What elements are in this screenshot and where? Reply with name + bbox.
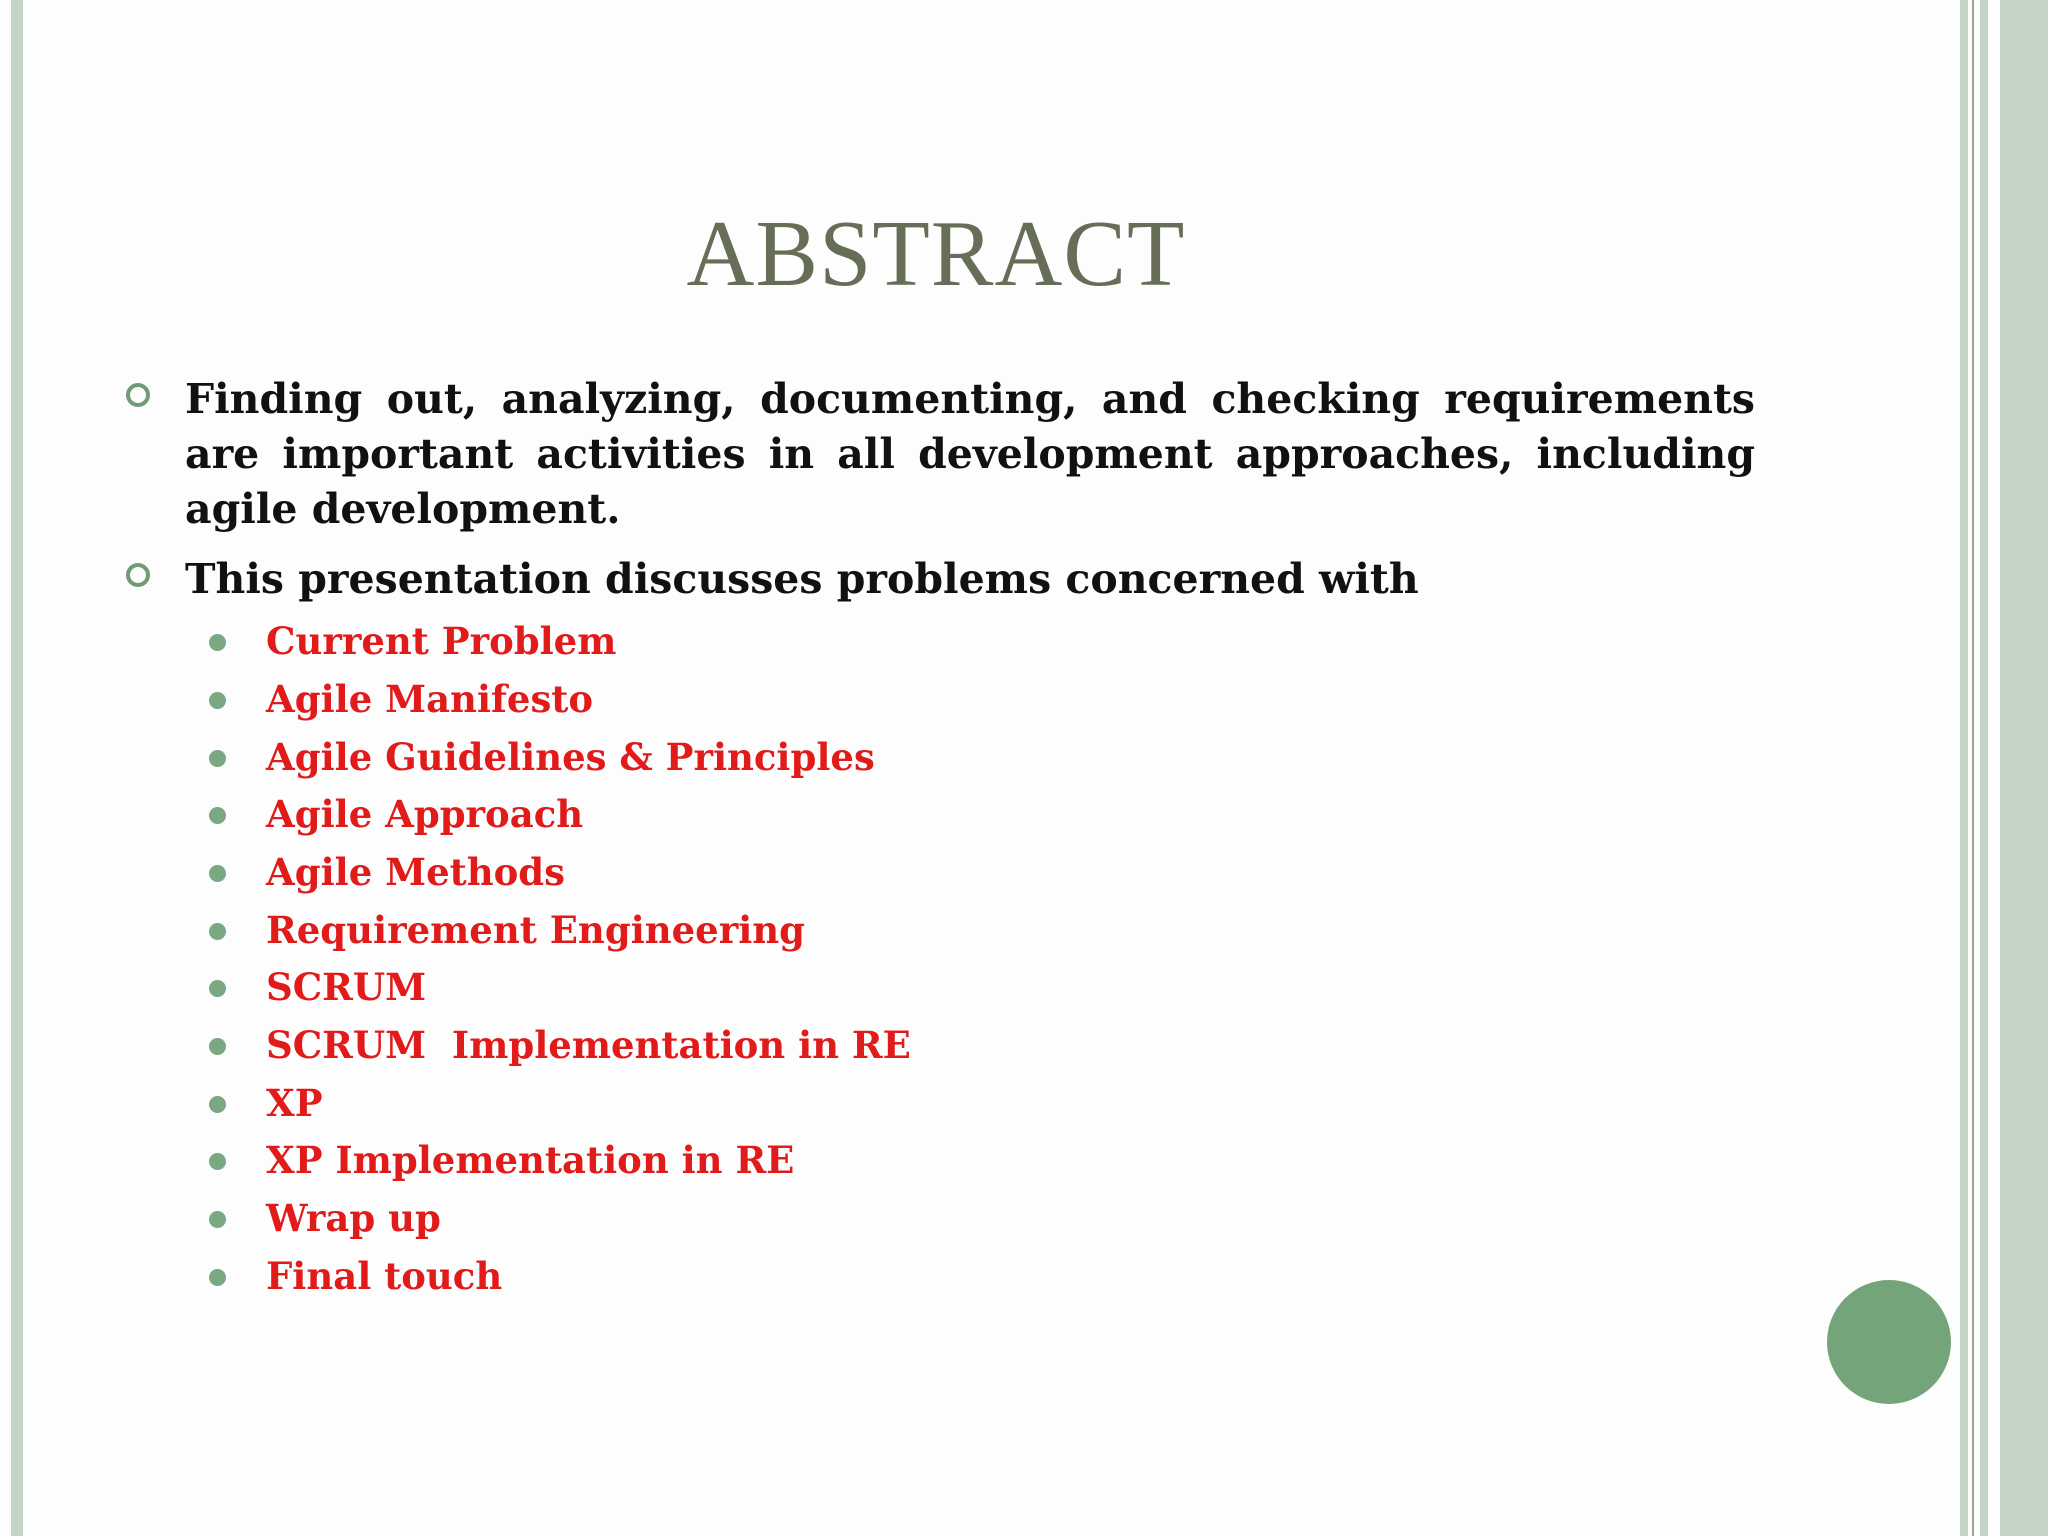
dot-bullet-icon: [209, 807, 226, 824]
bullet-text: Finding out, analyzing, documenting, and checking requirements are important activities in all development approaches, including agile development.: [185, 375, 1755, 533]
dot-bullet-icon: [209, 1269, 226, 1286]
list-item-label: Agile Approach: [266, 792, 584, 836]
list-item: [0, 612, 1200, 670]
right-decor-bar: [1960, 0, 1968, 1536]
list-item: [0, 958, 1200, 1016]
list-item: [0, 670, 1200, 728]
dot-bullet-icon: [209, 692, 226, 709]
dot-bullet-icon: [209, 980, 226, 997]
list-item: [0, 1131, 1200, 1189]
ring-bullet-icon: [126, 383, 150, 407]
dot-bullet-icon: [209, 1038, 226, 1055]
list-item-label: Current Problem: [266, 619, 617, 663]
list-item: [0, 901, 1200, 959]
dot-bullet-icon: [209, 1153, 226, 1170]
right-decor-bar: [1980, 0, 1988, 1536]
dot-bullet-icon: [209, 750, 226, 767]
list-item-label: SCRUM Implementation in RE: [266, 1023, 911, 1067]
right-decor-line: [1972, 0, 1974, 1536]
dot-bullet-icon: [209, 1096, 226, 1113]
ring-bullet-icon: [126, 563, 150, 587]
decorative-circle: [1827, 1280, 1951, 1404]
list-item-label: Agile Methods: [266, 850, 565, 894]
dot-bullet-icon: [209, 865, 226, 882]
list-item-label: Final touch: [266, 1254, 503, 1298]
list-item: [0, 1016, 1200, 1074]
list-item-label: XP: [266, 1081, 323, 1125]
list-item: [0, 728, 1200, 786]
list-item-label: Requirement Engineering: [266, 908, 806, 952]
right-decor-bar: [2000, 0, 2048, 1536]
list-item-label: XP Implementation in RE: [266, 1138, 795, 1182]
dot-bullet-icon: [209, 634, 226, 651]
slide-title: ABSTRACT: [686, 202, 1186, 306]
list-item: [0, 843, 1200, 901]
bullet-text: This presentation discusses problems concerned with: [185, 555, 1419, 603]
list-item-label: Wrap up: [266, 1196, 441, 1240]
list-item-label: SCRUM: [266, 965, 427, 1009]
list-item: [0, 1189, 1200, 1247]
dot-bullet-icon: [209, 923, 226, 940]
list-item-label: Agile Guidelines & Principles: [266, 735, 875, 779]
list-item: [0, 1074, 1200, 1132]
dot-bullet-icon: [209, 1211, 226, 1228]
list-item-label: Agile Manifesto: [266, 677, 594, 721]
list-item: [0, 785, 1200, 843]
list-item: [0, 1247, 1200, 1305]
